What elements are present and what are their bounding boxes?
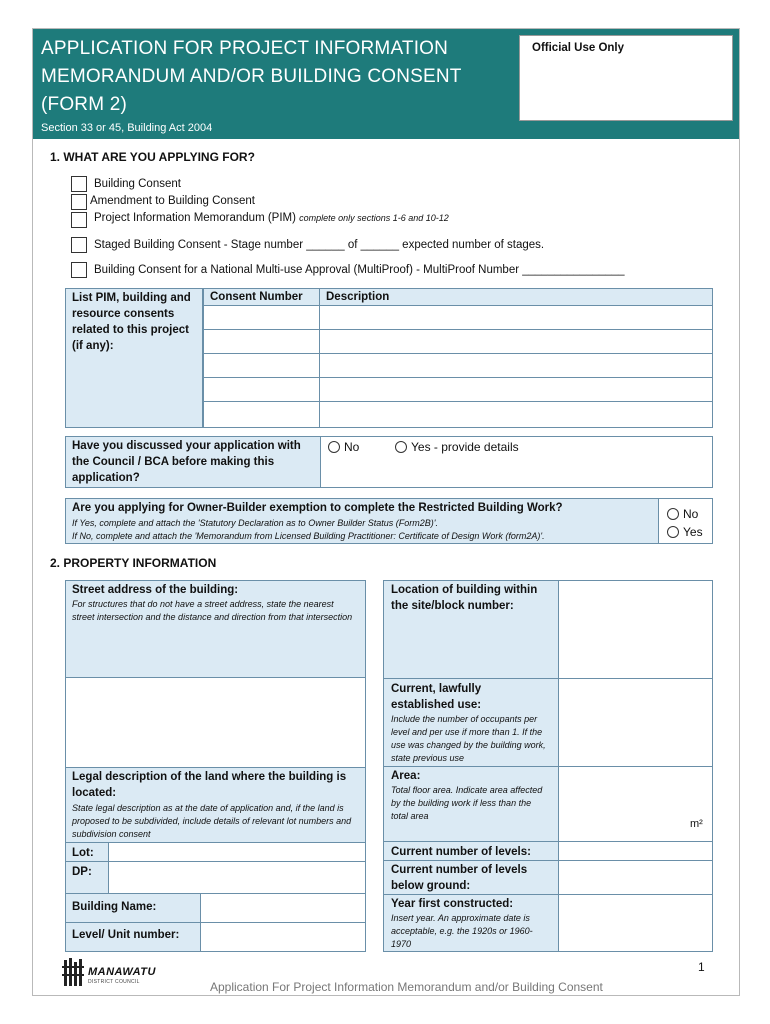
section-2-title: 2. PROPERTY INFORMATION: [50, 556, 217, 570]
consent-number-header-text: Consent Number: [210, 291, 303, 303]
consent-number-input[interactable]: [203, 305, 320, 330]
owner-no-label: No: [683, 507, 699, 521]
current-use-note: Include the number of occupants per level and per use if more than 1. If the use was changed by the building work, state previous use: [391, 714, 546, 763]
logo-text: MANAWATU: [88, 966, 156, 978]
form-subtitle: Section 33 or 45, Building Act 2004: [41, 122, 213, 134]
manawatu-logo: [62, 956, 172, 990]
level-unit-label: Level/ Unit number:: [72, 929, 180, 941]
owner-no-radio[interactable]: [667, 508, 679, 520]
staged-consent-label: Staged Building Consent - Stage number ______ of ______ expected number of stages.: [94, 239, 545, 251]
multiproof-checkbox[interactable]: [71, 262, 87, 278]
legal-description-label: Legal description of the land where the building is located:: [72, 771, 347, 799]
owner-yes-radio[interactable]: [667, 526, 679, 538]
current-use-input[interactable]: [558, 678, 713, 767]
street-address-input[interactable]: [65, 677, 366, 768]
levels-input[interactable]: [558, 841, 713, 861]
description-input[interactable]: [319, 401, 713, 428]
street-address-label: Street address of the building:: [72, 584, 239, 596]
description-input[interactable]: [319, 377, 713, 402]
levels-below-label: Current number of levels below ground:: [391, 864, 528, 892]
building-name-input[interactable]: [200, 893, 366, 923]
description-input[interactable]: [319, 329, 713, 354]
description-input[interactable]: [319, 353, 713, 378]
building-consent-checkbox[interactable]: [71, 176, 87, 192]
title-line-3: (FORM 2): [41, 94, 128, 115]
footer-text: Application For Project Information Memorandum and/or Building Consent: [210, 980, 603, 994]
levels-label: Current number of levels:: [391, 846, 531, 858]
levels-below-input[interactable]: [558, 860, 713, 895]
pim-checkbox[interactable]: [71, 212, 87, 228]
year-note: Insert year. An approximate date is acceptable, e.g. the 1920s or 1960-1970: [391, 913, 533, 949]
lot-input[interactable]: [108, 842, 366, 862]
page-number: 1: [698, 960, 705, 974]
building-name-label: Building Name:: [72, 901, 157, 913]
council-yes-label: Yes - provide details: [411, 440, 519, 454]
form-header: [33, 29, 739, 139]
council-no-label: No: [344, 440, 360, 454]
area-unit: m²: [690, 818, 703, 830]
title-line-2: MEMORANDUM AND/OR BUILDING CONSENT: [41, 66, 462, 87]
building-consent-label: Building Consent: [94, 178, 181, 190]
related-consents-label: List PIM, building and resource consents related to this project (if any):: [72, 292, 191, 352]
consent-number-input[interactable]: [203, 329, 320, 354]
form-title: [41, 35, 511, 119]
amendment-checkbox[interactable]: [71, 194, 87, 210]
section-1-title: 1. WHAT ARE YOU APPLYING FOR?: [50, 150, 255, 164]
legal-description-note: State legal description as at the date of application and, if the land is proposed to be subdivided, include details of relevant lot numbers and subdivision consent: [72, 803, 352, 839]
owner-builder-note-2: If No, complete and attach the 'Memorandum from Licensed Building Practitioner: Certificate of Design Work (form2A)'.: [72, 531, 545, 541]
location-label: Location of building within the site/block number:: [391, 584, 538, 612]
area-label: Area:: [391, 770, 421, 782]
owner-builder-note-1: If Yes, complete and attach the 'Statutory Declaration as to Owner Builder Status (Form2B)'.: [72, 518, 438, 528]
pim-note: complete only sections 1-6 and 10-12: [299, 213, 449, 223]
pim-label-text: Project Information Memorandum (PIM): [94, 212, 296, 224]
area-note: Total floor area. Indicate area affected by the building work if less than the total area: [391, 785, 543, 821]
staged-consent-checkbox[interactable]: [71, 237, 87, 253]
level-unit-input[interactable]: [200, 922, 366, 952]
multiproof-label: Building Consent for a National Multi-use Approval (MultiProof) - MultiProof Number ________________: [94, 264, 625, 276]
dp-label: DP:: [72, 866, 92, 878]
amendment-label: Amendment to Building Consent: [90, 195, 255, 207]
owner-builder-question: Are you applying for Owner-Builder exemption to complete the Restricted Building Work?: [72, 502, 563, 514]
street-address-note: For structures that do not have a street address, state the nearest street intersection and the distance and direction from that intersection: [72, 599, 353, 622]
pim-label: [94, 212, 449, 224]
consent-number-input[interactable]: [203, 377, 320, 402]
location-input[interactable]: [558, 580, 713, 679]
logo-subtext: DISTRICT COUNCIL: [88, 979, 140, 985]
council-question: Have you discussed your application with the Council / BCA before making this application?: [72, 440, 301, 484]
dp-input[interactable]: [108, 861, 366, 894]
current-use-label: Current, lawfully established use:: [391, 683, 482, 711]
year-label: Year first constructed:: [391, 898, 514, 910]
description-input[interactable]: [319, 305, 713, 330]
lot-label: Lot:: [72, 847, 94, 859]
year-input[interactable]: [558, 894, 713, 952]
description-header-text: Description: [326, 291, 390, 303]
consent-number-input[interactable]: [203, 353, 320, 378]
owner-yes-label: Yes: [683, 525, 703, 539]
area-input[interactable]: [558, 766, 713, 842]
council-yes-radio[interactable]: [395, 441, 407, 453]
title-line-1: APPLICATION FOR PROJECT INFORMATION: [41, 38, 449, 59]
council-no-radio[interactable]: [328, 441, 340, 453]
official-use-box: Official Use Only: [519, 35, 733, 121]
consent-number-input[interactable]: [203, 401, 320, 428]
